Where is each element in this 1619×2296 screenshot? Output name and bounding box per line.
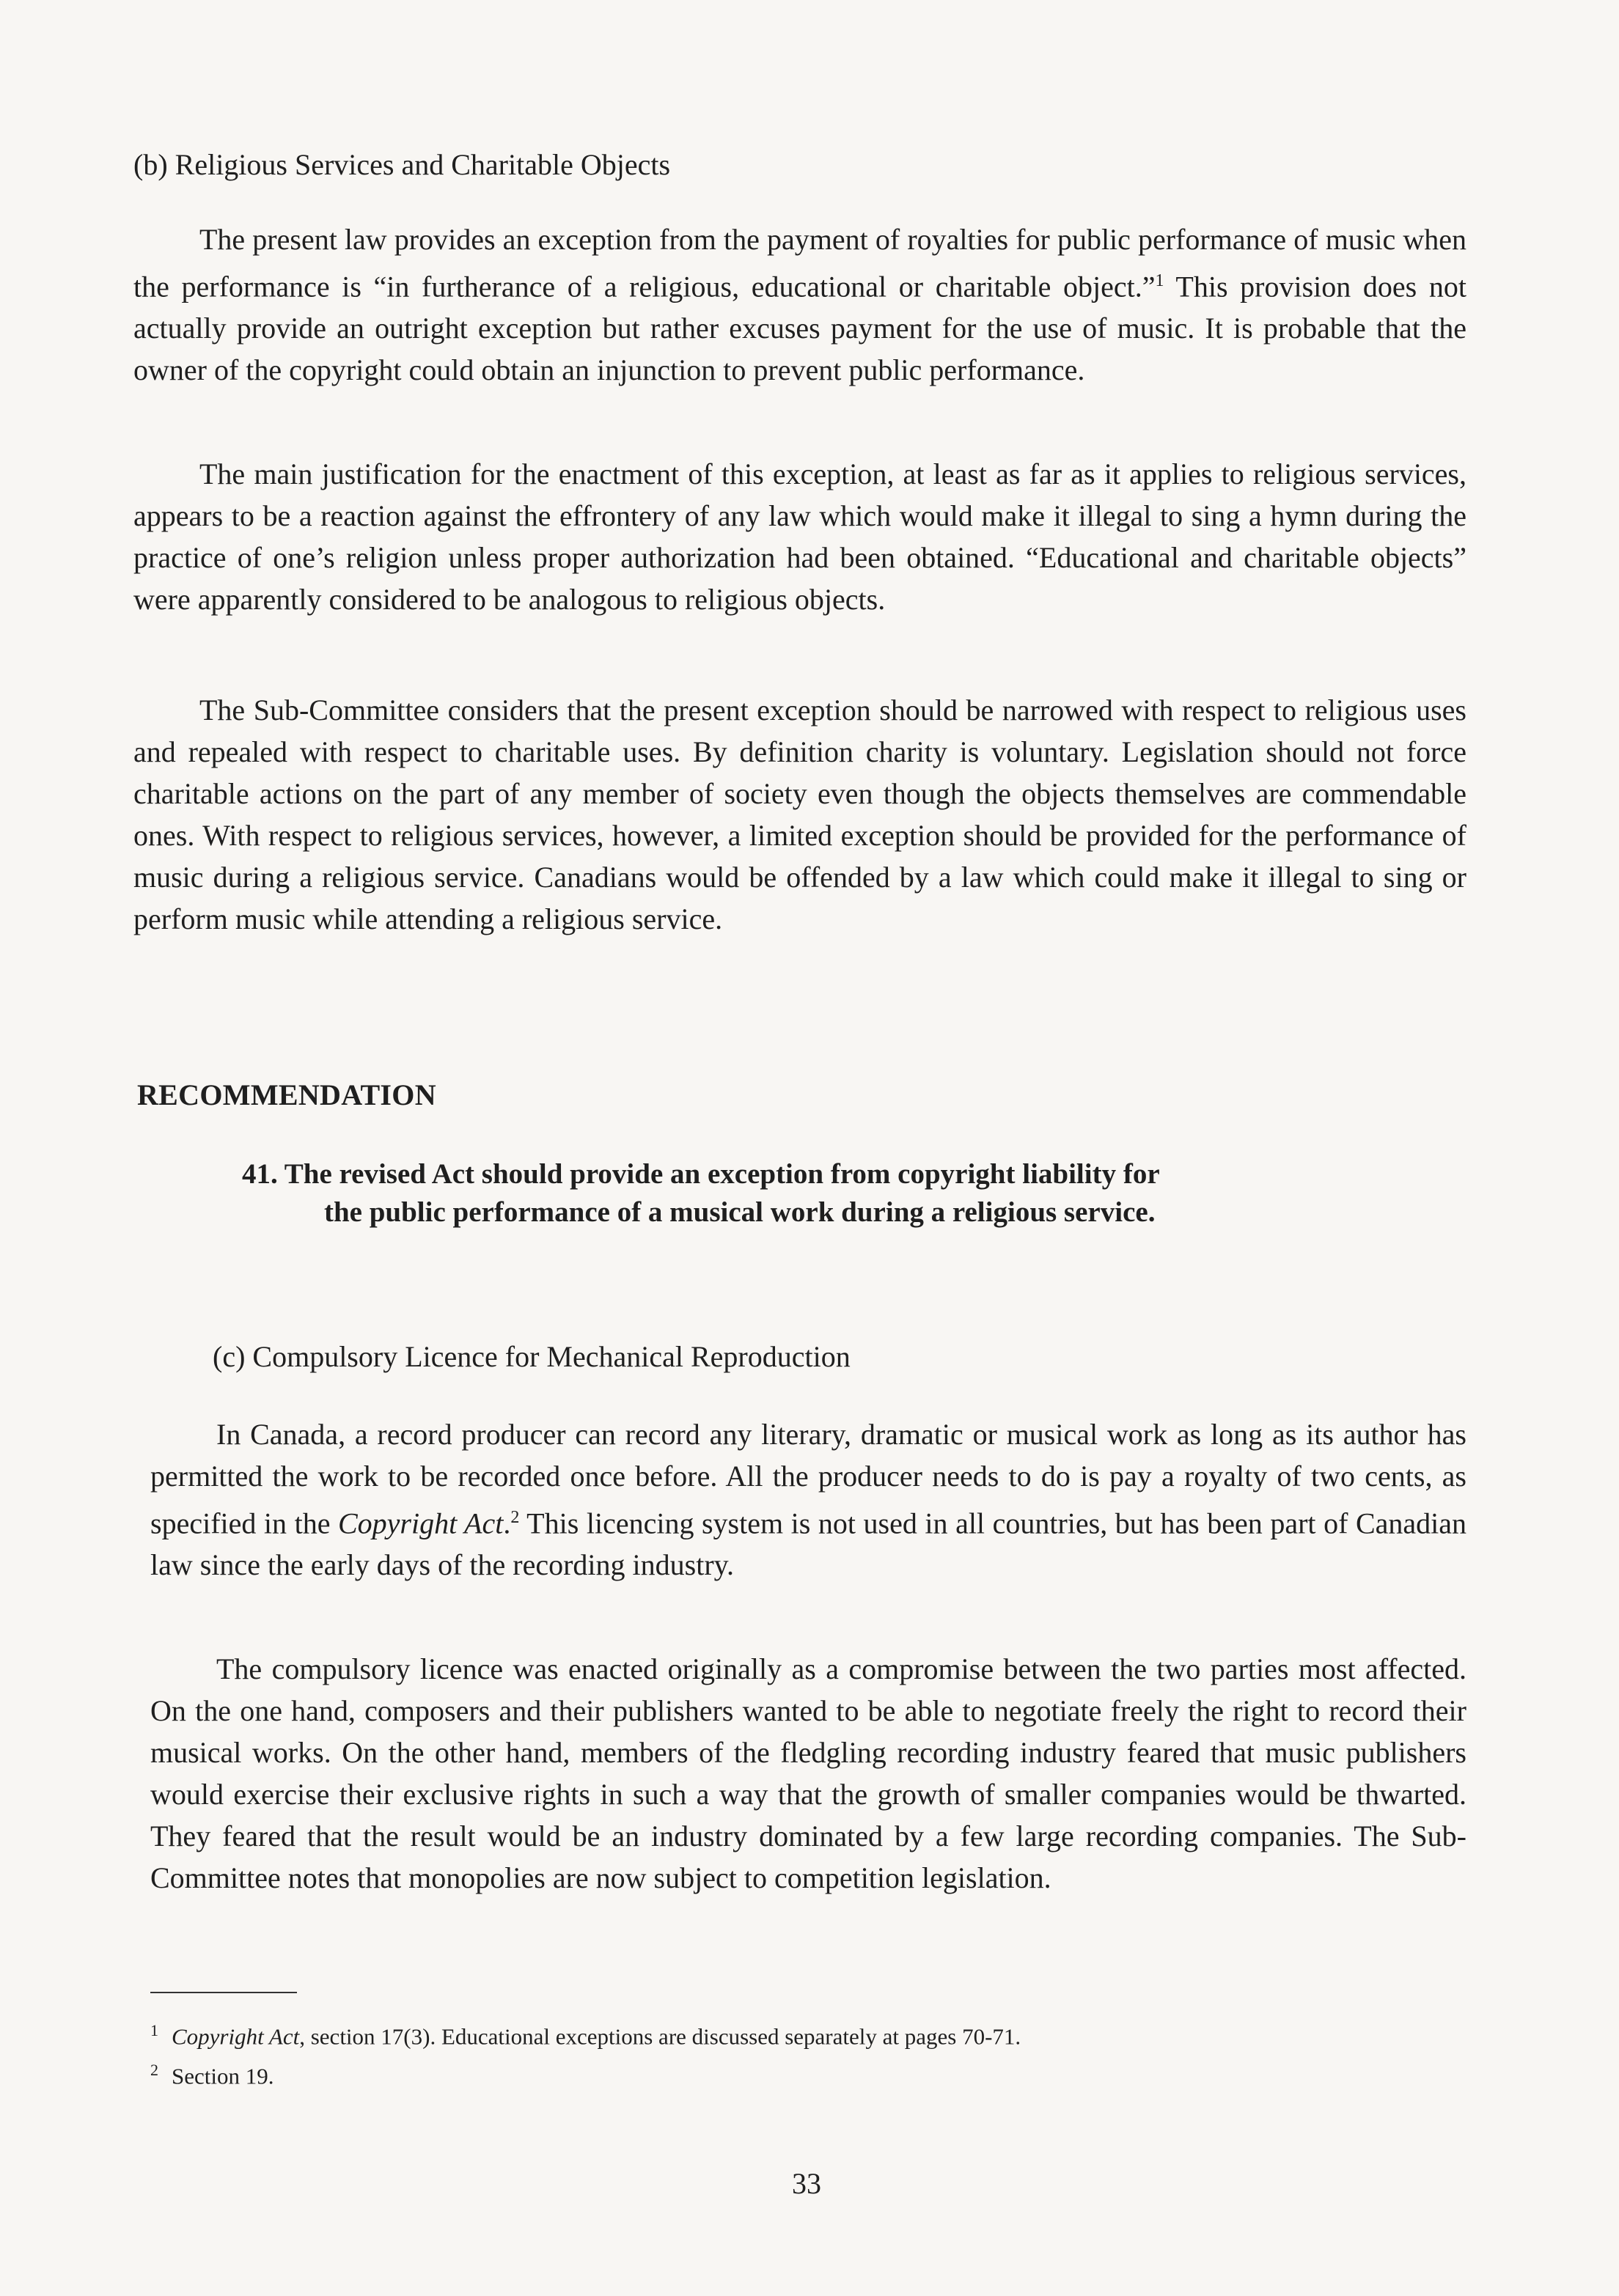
- page-number: 33: [792, 2167, 821, 2200]
- recommendation-number: 41.: [242, 1158, 278, 1190]
- section-b-paragraph-1: The present law provides an exception from the payment of royalties for public performance of music when the performance is “in furtherance of a religious, educational or charitable object.”$^1$ This provision does not actually provide an outright exception but rather excuses payment for the use of music. It is probable that the owner of the copyright could obtain an injunction to prevent public performance.: [133, 223, 1467, 387]
- section-c-paragraph-2: The compulsory licence was enacted originally as a compromise between the two parties most affected. On the one hand, composers and their publishers wanted to be able to negotiate freely the right to record their musical works. On the other hand, members of the fledgling recording industry feared that music publishers would exercise their exclusive rights in such a way that the growth of smaller companies would be thwarted. They feared that the result would be an industry dominated by a few large recording companies. The Sub-Committee notes that monopolies are now subject to competition legislation.: [150, 1652, 1466, 1894]
- recommendation-41: 41. The revised Act should provide an exception from copyright liability for the public performance of a musical work during a religious service.: [242, 1155, 1371, 1232]
- recommendation-heading: RECOMMENDATION: [137, 1078, 436, 1111]
- footnote-2: $^2$ Section 19.: [150, 2061, 274, 2089]
- section-b-paragraph-3: The Sub-Committee considers that the present exception should be narrowed with respect to religious uses and repealed with respect to charitable uses. By definition charity is voluntary. Legislation should not force charitable actions on the part of any member of society even though the objects themselves are commendable ones. With respect to religious services, however, a limited exception should be provided for the performance of music during a religious service. Canadians would be offended by a law which could make it illegal to sing or perform music while attending a religious service.: [133, 693, 1466, 935]
- section-b-heading: (b) Religious Services and Charitable Objects: [133, 148, 671, 181]
- footnote-1: $^1$ Copyright Act, section 17(3). Educational exceptions are discussed separately at pages 70-71.: [150, 2021, 1021, 2050]
- section-c-heading: (c) Compulsory Licence for Mechanical Reproduction: [213, 1340, 851, 1373]
- footnote-ref-1: 1: [1155, 271, 1164, 290]
- section-b-paragraph-2: The main justification for the enactment of this exception, at least as far as it applies to religious services, appears to be a reaction against the effrontery of any law which would make it illegal to sing a hymn during the practice of one’s religion unless proper authorization had been obtained. “Educational and charitable objects” were apparently considered to be analogous to religious objects.: [133, 457, 1466, 616]
- footnote-ref-2: 2: [510, 1508, 520, 1527]
- footnote-divider: [150, 1992, 297, 1993]
- section-c-paragraph-1: In Canada, a record producer can record any literary, dramatic or musical work as long as its author has permitted the work to be recorded once before. All the producer needs to do is pay a royalty of two cents, as specified in the Copyright Act.$^2$ This licencing system is not used in all countries, but has been part of Canadian law since the early days of the recording industry.: [150, 1418, 1466, 1582]
